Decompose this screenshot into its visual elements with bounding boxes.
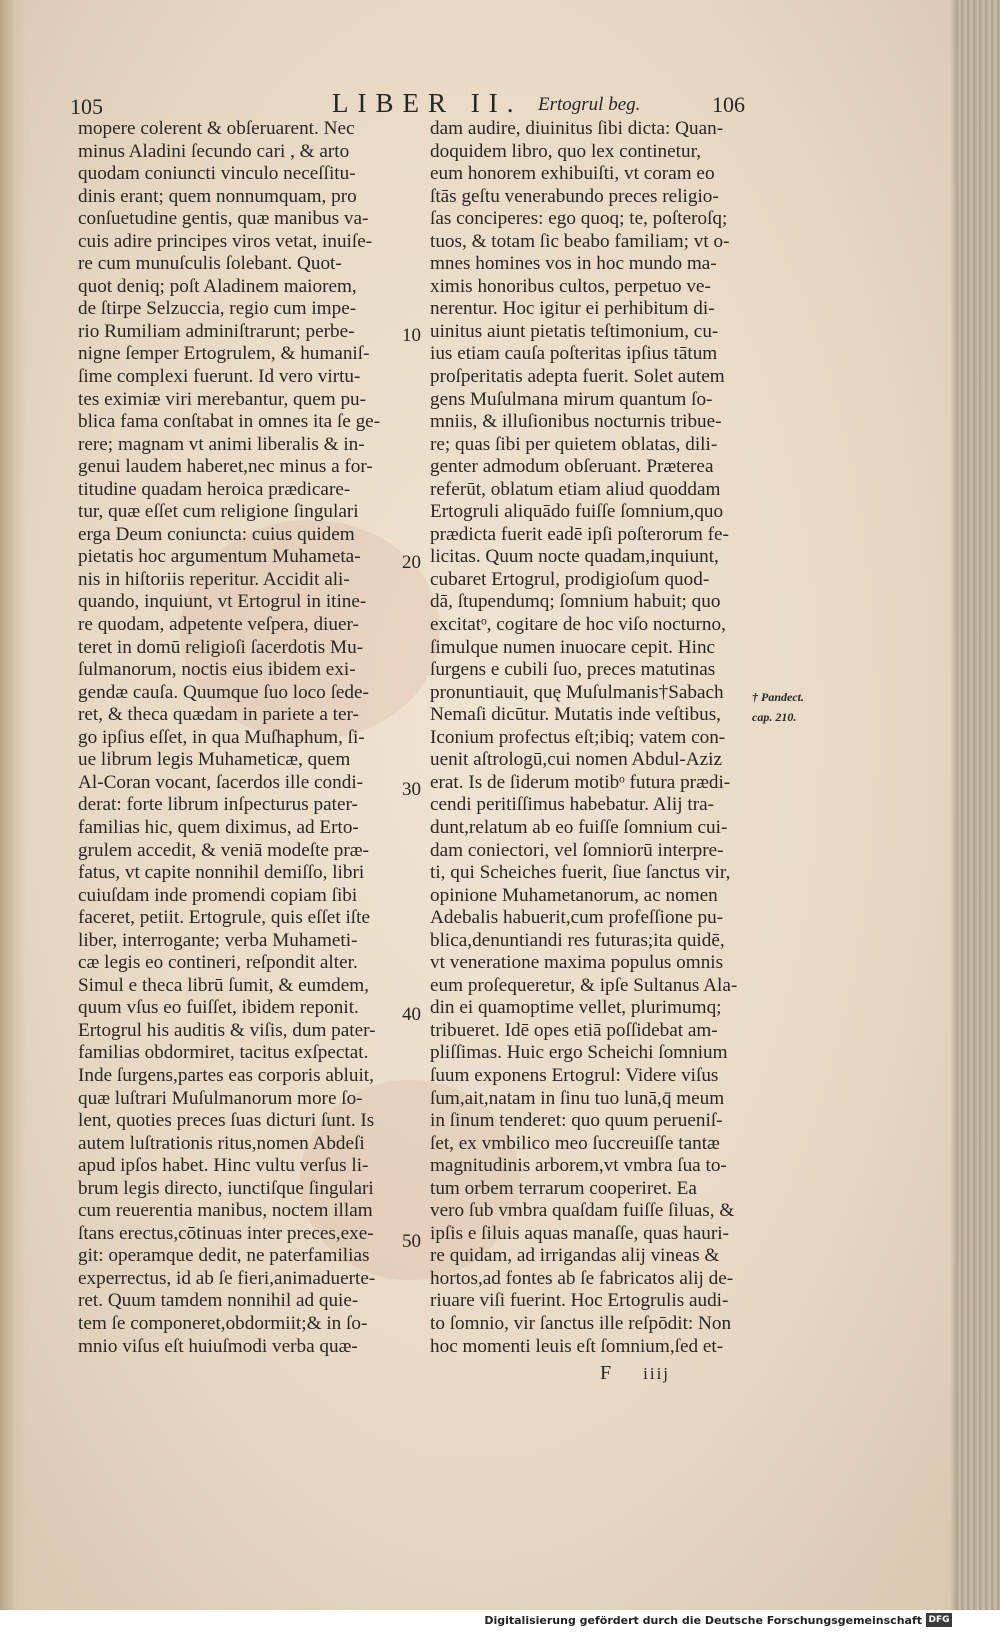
- text-line: riuare viſi fuerint. Hoc Ertogrulis audi-: [430, 1290, 729, 1312]
- text-line: eum proſequeretur, & ipſe Sultanus Ala-: [430, 974, 738, 996]
- text-line: dunt,relatum ab eo fuiſſe ſomnium cui-: [430, 816, 728, 838]
- footer-credit: Digitalisierung gefördert durch die Deutsche Forschungsgemeinschaft: [484, 1614, 922, 1627]
- text-line: tribueret. Idē opes etiā poſſidebat am-: [430, 1019, 718, 1041]
- text-line: dam audire, diuinitus ſibi dicta: Quan-: [430, 118, 724, 139]
- line-number: 30: [402, 779, 421, 800]
- text-line: cuis adire principes viros vetat, inuiſe-: [78, 230, 373, 252]
- text-line: blica,denuntiandi res futuras;ita quidē,: [430, 929, 725, 951]
- text-line: quæ luſtrari Muſulmanorum more ſo-: [78, 1087, 363, 1109]
- text-line: ue librum legis Muhameticæ, quem: [78, 749, 351, 771]
- signature-letter: F: [600, 1362, 614, 1384]
- line-number: 50: [402, 1231, 421, 1252]
- text-line: ſtās geſtu venerabundo preces religio-: [430, 185, 719, 207]
- running-subtitle: Ertogrul beg.: [538, 94, 641, 115]
- page-edge: [958, 0, 1000, 1610]
- text-line: ſum,ait,natam in ſinu tuo lunā,q̄ meum: [430, 1087, 725, 1109]
- marginal-note-line: cap. 210.: [752, 710, 797, 724]
- text-line: familias obdormiret, tacitus exſpectat.: [78, 1042, 369, 1064]
- text-line: minus Aladini ſecundo cari , & arto: [78, 140, 350, 162]
- marginal-note: [752, 687, 804, 727]
- dfg-logo: DFG: [926, 1613, 952, 1627]
- line-number: 10: [402, 325, 421, 346]
- text-line: teret in domū religioſi ſacerdotis Mu-: [78, 636, 364, 658]
- text-line: Adebalis habuerit,cum profeſſione pu-: [430, 907, 724, 929]
- text-line: prædicta fuerit eadē ipſi poſterorum fe-: [430, 523, 729, 545]
- text-line: ret. Quum tamdem nonnihil ad quie-: [78, 1290, 359, 1312]
- text-line: magnitudinis arborem,vt vmbra ſua to-: [430, 1155, 727, 1177]
- text-line: ſet, ex vmbilico meo ſuccreuiſſe tantæ: [430, 1132, 720, 1154]
- text-line: rere; magnam vt animi liberalis & in-: [78, 433, 365, 455]
- text-line: go ipſius eſſet, in qua Muſhaphum, ſi-: [78, 726, 365, 748]
- text-line: re quodam, adpetente veſpera, diuer-: [78, 614, 359, 636]
- text-line: familias hic, quem diximus, ad Erto-: [78, 816, 359, 838]
- text-line: de ſtirpe Selzuccia, regio cum impe-: [78, 298, 357, 320]
- text-line: ximis honoribus cultos, perpetuo ve-: [430, 275, 711, 297]
- text-line: eum honorem exhibuiſti, vt coram eo: [430, 163, 715, 185]
- marginal-note-line: † Pandect.: [752, 690, 804, 704]
- text-line: lent, quoties preces ſuas dicturi ſunt. Is: [78, 1110, 375, 1132]
- text-line: nigne ſemper Ertogrulem, & humaniſ-: [78, 343, 370, 365]
- text-line: in ſinum tenderet: quo quum perueniſ-: [430, 1110, 723, 1132]
- text-line: quodam coniuncti vinculo neceſſitu-: [78, 163, 356, 185]
- text-line: mnes homines vos in hoc mundo ma-: [430, 253, 717, 275]
- text-line: fatus, vt capite nonnihil demiſſo, libri: [78, 862, 365, 884]
- text-line: pliſſimas. Huic ergo Scheichi ſomnium: [430, 1042, 728, 1064]
- text-line: excitatᵒ, cogitare de hoc viſo nocturno,: [430, 614, 726, 636]
- text-line: dinis erant; quem nonnumquam, pro: [78, 185, 357, 207]
- text-line: ſime complexi fuerunt. Id vero virtu-: [78, 366, 361, 388]
- text-line: Ertogrul his auditis & viſis, dum pater-: [78, 1019, 376, 1041]
- text-line: conſuetudine gentis, quæ manibus va-: [78, 208, 369, 230]
- signature-number: iiij: [643, 1364, 671, 1383]
- text-line: vt veneratione maxima populus omnis: [430, 952, 724, 974]
- text-line: ti, qui Scheiches fuerit, ſiue ſanctus vir,: [430, 862, 731, 884]
- page-number-left: 105: [70, 94, 103, 119]
- text-line: opinione Muhametanorum, ac nomen: [430, 884, 718, 906]
- text-line: din ei quamoptime vellet, plurimumq;: [430, 997, 722, 1019]
- text-line: dam coniectori, vel ſomniorū interpre-: [430, 839, 724, 861]
- text-line: to ſomnio, vir ſanctus ille reſpōdit: Non: [430, 1312, 732, 1334]
- text-line: pronuntiauit, quę Muſulmanis†Sabach: [430, 681, 724, 703]
- text-line: uinitus aiunt pietatis teſtimonium, cu-: [430, 320, 719, 342]
- line-number: 40: [402, 1004, 421, 1025]
- page-number-right: 106: [712, 92, 745, 117]
- text-line: uenit aſtrologū,cui nomen Abdul-Aziz: [430, 749, 723, 771]
- text-line: Nemaſi dicūtur. Mutatis inde veſtibus,: [430, 704, 721, 726]
- line-number: 20: [402, 552, 421, 573]
- text-line: ret, & theca quædam in pariete a ter-: [78, 704, 359, 726]
- text-line: doquidem libro, quo lex continetur,: [430, 140, 702, 162]
- text-line: ipſis e ſiluis aquas manaſſe, quas hauri-: [430, 1222, 729, 1244]
- text-line: quum vſus eo fuiſſet, ibidem reponit.: [78, 997, 359, 1019]
- text-line: blica fama conſtabat in omnes ita ſe ge-: [78, 411, 381, 433]
- text-line: liber, interrogante; verba Muhameti-: [78, 929, 358, 951]
- text-line: apud ipſos habet. Hinc vultu verſus li-: [78, 1155, 369, 1177]
- text-line: Inde ſurgens,partes eas corporis abluit,: [78, 1064, 374, 1086]
- text-line: ſurgens e cubili ſuo, preces matutinas: [430, 659, 716, 681]
- text-line: gendæ cauſa. Quumque ſuo loco ſede-: [78, 681, 369, 703]
- text-line: autem luſtrationis ritus,nomen Abdeſi: [78, 1132, 365, 1154]
- text-line: mopere colerent & obſeruarent. Nec: [78, 118, 355, 139]
- text-line: ſas conciperes: ego quoq; te, poſteroſq;: [430, 208, 728, 230]
- text-line: tuos, & totam ſic beabo familiam; vt o-: [430, 230, 730, 252]
- text-line: hortos,ad fontes ab ſe fabricatos alij de-: [430, 1267, 734, 1289]
- text-line: genui laudem haberet,nec minus a for-: [78, 456, 373, 478]
- text-line: referūt, oblatum etiam aliud quoddam: [430, 478, 721, 500]
- text-line: mnio viſus eſt huiuſmodi verba quæ-: [78, 1335, 358, 1357]
- text-line: git: operamque dedit, ne paterfamilias: [78, 1245, 370, 1267]
- text-line: cuiuſdam inde promendi copiam ſibi: [78, 884, 358, 906]
- text-line: erat. Is de ſiderum motibᵒ futura prædi-: [430, 771, 731, 793]
- text-line: nerentur. Hoc igitur ei perhibitum di-: [430, 298, 715, 320]
- text-line: titudine quadam heroica prædicare-: [78, 478, 351, 500]
- text-line: ius etiam cauſa poſteritas ipſius tātum: [430, 343, 718, 365]
- text-line: tes eximiæ viri merebantur, quem pu-: [78, 388, 367, 410]
- text-line: cæ legis eo contineri, reſpondit alter.: [78, 952, 358, 974]
- text-line: genter admodum obſeruant. Præterea: [430, 456, 714, 478]
- running-title: LIBER II.: [332, 88, 523, 118]
- text-line: brum legis directo, iunctiſque ſingulari: [78, 1177, 374, 1199]
- left-text-column: [78, 118, 396, 1358]
- text-line: re cum munuſculis ſolebant. Quot-: [78, 253, 342, 275]
- text-line: ſuum exponens Ertogrul: Videre viſus: [430, 1064, 719, 1086]
- text-line: derat: forte librum inſpecturus pater-: [78, 794, 358, 816]
- text-line: cubaret Ertogrul, prodigioſum quod-: [430, 568, 710, 590]
- text-line: Al-Coran vocant, ſacerdos ille condi-: [78, 771, 364, 793]
- text-line: nis in hiſtoriis reperitur. Accidit ali-: [78, 568, 350, 590]
- text-line: faceret, petiit. Ertogrule, quis eſſet iſte: [78, 907, 370, 929]
- text-line: quando, inquiunt, vt Ertogrul in itine-: [78, 591, 367, 613]
- text-line: ſimulque numen inuocare cepit. Hinc: [430, 636, 716, 658]
- signature-mark: [600, 1362, 670, 1385]
- text-line: cendi peritiſſimus habebatur. Alij tra-: [430, 794, 715, 816]
- text-line: gens Muſulmana mirum quantum ſo-: [430, 388, 713, 410]
- text-line: tum orbem terrarum cooperiret. Ea: [430, 1177, 697, 1199]
- text-line: erga Deum coniuncta: cuius quidem: [78, 523, 355, 545]
- text-line: proſperitatis adepta fuerit. Solet autem: [430, 366, 725, 388]
- text-line: Simul e theca librū ſumit, & eumdem,: [78, 974, 369, 996]
- text-line: hoc momenti leuis eſt ſomnium,ſed et-: [430, 1335, 724, 1357]
- text-line: tem ſe componeret,obdormiit;& in ſo-: [78, 1312, 368, 1334]
- text-line: cum reuerentia manibus, noctem illam: [78, 1200, 373, 1222]
- text-line: re quidam, ad irrigandas alij vineas &: [430, 1245, 720, 1267]
- text-line: rio Rumiliam adminiſtrarunt; perbe-: [78, 320, 355, 342]
- text-line: licitas. Quum nocte quadam,inquiunt,: [430, 546, 719, 568]
- text-line: re; quas ſibi per quietem oblatas, dili-: [430, 433, 718, 455]
- text-line: mniis, & illuſionibus nocturnis tribue-: [430, 411, 722, 433]
- text-line: ſtans erectus,cōtinuas inter preces,exe-: [78, 1222, 374, 1244]
- text-line: Iconium profectus eſt;ibiq; vatem con-: [430, 726, 726, 748]
- text-line: vero ſub vmbra quaſdam fuiſſe ſiluas, &: [430, 1200, 735, 1222]
- text-line: experrectus, id ab ſe fieri,animaduerte-: [78, 1267, 376, 1289]
- text-line: dā, ſtupendumq; ſomnium habuit; quo: [430, 591, 721, 613]
- right-text-column: [430, 118, 748, 1358]
- text-line: Ertogruli aliquādo fuiſſe ſomnium,quo: [430, 501, 724, 523]
- text-line: grulem accedit, & veniā modeſte præ-: [78, 839, 369, 861]
- text-line: quot deniq; poſt Aladinem maiorem,: [78, 275, 357, 297]
- text-line: ſulmanorum, noctis eius ibidem exi-: [78, 659, 356, 681]
- text-line: pietatis hoc argumentum Muhameta-: [78, 546, 361, 568]
- text-line: tur, quæ eſſet cum religione ſingulari: [78, 501, 359, 523]
